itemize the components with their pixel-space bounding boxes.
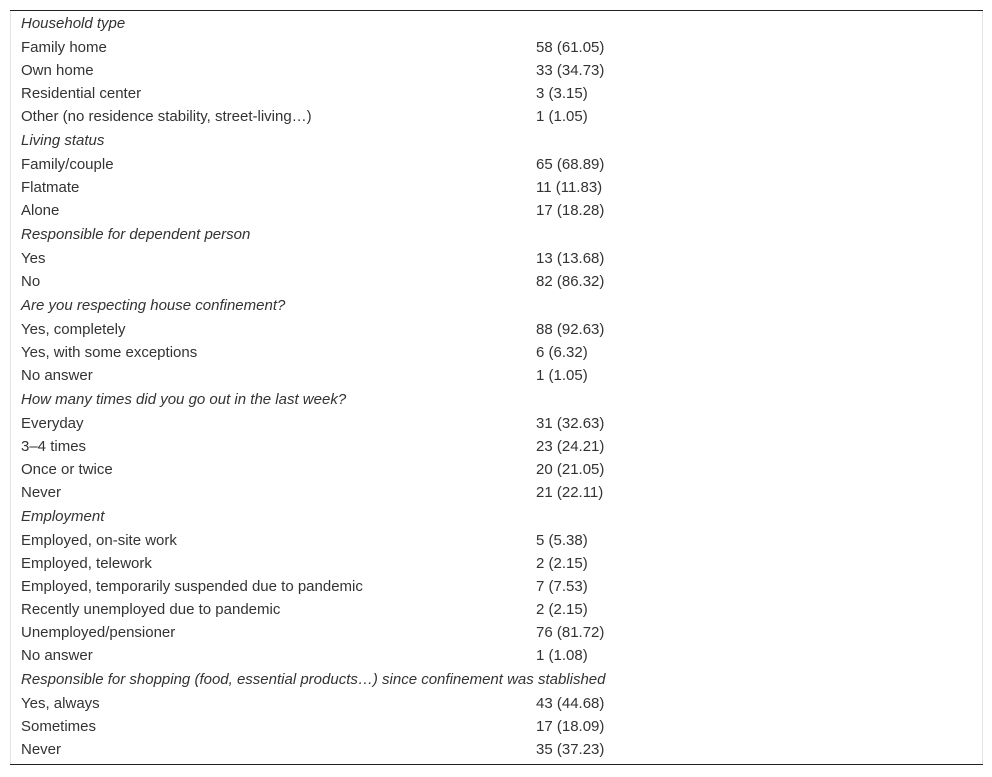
table-row [11,552,982,575]
row-label: Own home [21,62,94,79]
table-row [11,575,982,598]
table-body [11,11,982,761]
row-label: Other (no residence stability, street-living…) [21,108,312,125]
table-row [11,176,982,199]
row-value: 23 (24.21) [536,438,605,455]
group-header-row [11,293,982,318]
row-label: Recently unemployed due to pandemic [21,601,281,618]
table-row [11,529,982,552]
row-label: Everyday [21,415,84,432]
row-value: 1 (1.05) [536,108,588,125]
row-value: 43 (44.68) [536,695,605,712]
row-label: Sometimes [21,718,97,735]
table-row [11,435,982,458]
row-value: 5 (5.38) [536,532,588,549]
table-row [11,621,982,644]
row-label: Unemployed/pensioner [21,624,176,641]
row-value: 11 (11.83) [536,179,603,196]
table-row [11,247,982,270]
table-row [11,738,982,761]
group-title: Household type [21,15,126,32]
row-label: Employed, on-site work [21,532,177,549]
row-label: No [21,273,41,290]
table-row [11,270,982,293]
row-label: Flatmate [21,179,80,196]
table-row [11,715,982,738]
row-label: Never [21,741,62,758]
row-label: Alone [21,202,60,219]
row-label: Family/couple [21,156,114,173]
table-row [11,692,982,715]
row-label: Yes, with some exceptions [21,344,198,361]
row-label: Never [21,484,62,501]
table-row [11,82,982,105]
group-header-row [11,222,982,247]
table-row [11,458,982,481]
group-header-row [11,11,982,36]
row-value: 21 (22.11) [536,484,604,501]
row-value: 1 (1.08) [536,647,588,664]
demographics-table [11,11,982,761]
row-label: No answer [21,367,93,384]
row-value: 31 (32.63) [536,415,605,432]
row-value: 35 (37.23) [536,741,605,758]
group-header-row [11,667,982,692]
table-row [11,341,982,364]
table-row [11,36,982,59]
row-value: 76 (81.72) [536,624,605,641]
demographics-table-container [10,10,983,765]
row-value: 3 (3.15) [536,85,588,102]
row-value: 1 (1.05) [536,367,588,384]
table-row [11,318,982,341]
group-title: Responsible for shopping (food, essential products…) since confinement was stablished [21,671,606,688]
row-label: Residential center [21,85,142,102]
group-header-row [11,387,982,412]
group-title: Are you respecting house confinement? [21,297,286,314]
row-value: 17 (18.09) [536,718,605,735]
table-row [11,598,982,621]
table-row [11,59,982,82]
row-value: 88 (92.63) [536,321,605,338]
group-header-row [11,504,982,529]
table-row [11,105,982,128]
row-value: 82 (86.32) [536,273,605,290]
row-value: 13 (13.68) [536,250,605,267]
table-row [11,412,982,435]
table-row [11,199,982,222]
group-title: How many times did you go out in the last week? [21,391,347,408]
row-label: No answer [21,647,93,664]
group-title: Living status [21,132,105,149]
table-row [11,481,982,504]
row-value: 2 (2.15) [536,555,588,572]
row-label: Family home [21,39,107,56]
row-label: Employed, temporarily suspended due to pandemic [21,578,363,595]
row-value: 65 (68.89) [536,156,605,173]
row-value: 7 (7.53) [536,578,588,595]
group-header-row [11,128,982,153]
row-value: 6 (6.32) [536,344,588,361]
group-title: Employment [21,508,105,525]
row-label: 3–4 times [21,438,87,455]
row-label: Yes, completely [21,321,126,338]
group-title: Responsible for dependent person [21,226,251,243]
row-value: 2 (2.15) [536,601,588,618]
row-label: Yes, always [21,695,100,712]
table-row [11,364,982,387]
row-value: 17 (18.28) [536,202,605,219]
table-row [11,644,982,667]
row-label: Employed, telework [21,555,152,572]
row-value: 33 (34.73) [536,62,605,79]
row-label: Once or twice [21,461,113,478]
row-value: 20 (21.05) [536,461,605,478]
table-row [11,153,982,176]
row-label: Yes [21,250,46,267]
row-value: 58 (61.05) [536,39,605,56]
